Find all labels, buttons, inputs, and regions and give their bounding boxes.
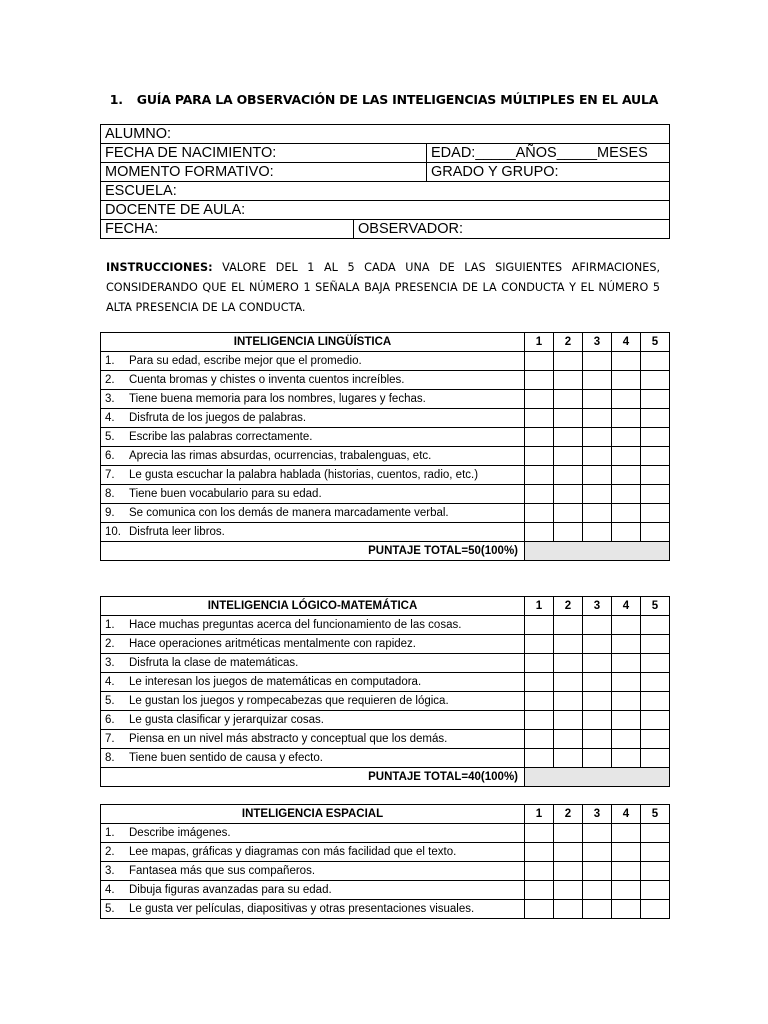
item-row xyxy=(101,523,670,542)
rating-cell[interactable] xyxy=(583,485,612,504)
rating-cell[interactable] xyxy=(554,371,583,390)
rating-cell[interactable] xyxy=(641,371,670,390)
rating-cell[interactable] xyxy=(554,749,583,768)
scale-header: 1 xyxy=(525,805,554,824)
item-row xyxy=(101,654,670,673)
rating-cell[interactable] xyxy=(641,616,670,635)
title-number: 1. xyxy=(109,92,123,107)
rating-cell[interactable] xyxy=(612,711,641,730)
item-statement xyxy=(101,371,525,390)
item-text: Lee mapas, gráficas y diagramas con más facilidad que el texto. xyxy=(129,845,457,858)
item-number: 4. xyxy=(105,411,115,424)
rating-cell[interactable] xyxy=(612,862,641,881)
rating-cell[interactable] xyxy=(554,466,583,485)
item-row xyxy=(101,711,670,730)
rating-cell[interactable] xyxy=(583,504,612,523)
rating-cell[interactable] xyxy=(612,390,641,409)
section-table xyxy=(100,596,670,787)
total-label: PUNTAJE TOTAL=50(100%) xyxy=(101,542,525,561)
item-text: Dibuja figuras avanzadas para su edad. xyxy=(129,883,332,896)
rating-cell[interactable] xyxy=(641,447,670,466)
rating-cell[interactable] xyxy=(583,862,612,881)
rating-cell[interactable] xyxy=(612,692,641,711)
rating-cell[interactable] xyxy=(641,673,670,692)
rating-cell[interactable] xyxy=(612,616,641,635)
rating-cell[interactable] xyxy=(554,862,583,881)
item-text: Tiene buen sentido de causa y efecto. xyxy=(129,751,323,764)
item-number: 2. xyxy=(105,637,115,650)
item-row xyxy=(101,428,670,447)
item-text: Aprecia las rimas absurdas, ocurrencias, trabalenguas, etc. xyxy=(129,449,432,462)
rating-cell[interactable] xyxy=(525,504,554,523)
item-statement xyxy=(101,711,525,730)
rating-cell[interactable] xyxy=(612,749,641,768)
rating-cell[interactable] xyxy=(554,485,583,504)
rating-cell[interactable] xyxy=(525,635,554,654)
item-statement xyxy=(101,881,525,900)
scale-header: 2 xyxy=(554,333,583,352)
rating-cell[interactable] xyxy=(583,881,612,900)
rating-cell[interactable] xyxy=(554,654,583,673)
item-text: Le gusta escuchar la palabra hablada (historias, cuentos, radio, etc.) xyxy=(129,468,479,481)
item-text: Para su edad, escribe mejor que el promedio. xyxy=(129,354,362,367)
instructions xyxy=(106,258,660,318)
rating-cell[interactable] xyxy=(554,447,583,466)
item-text: Tiene buena memoria para los nombres, lugares y fechas. xyxy=(129,392,426,405)
total-label: PUNTAJE TOTAL=40(100%) xyxy=(101,768,525,787)
observador-field[interactable]: OBSERVADOR: xyxy=(354,220,670,239)
rating-cell[interactable] xyxy=(525,428,554,447)
item-row xyxy=(101,730,670,749)
rating-cell[interactable] xyxy=(612,447,641,466)
item-number: 1. xyxy=(105,826,115,839)
rating-cell[interactable] xyxy=(525,900,554,919)
scale-header: 2 xyxy=(554,805,583,824)
rating-cell[interactable] xyxy=(641,824,670,843)
item-statement xyxy=(101,428,525,447)
section-title: INTELIGENCIA ESPACIAL xyxy=(101,805,525,824)
item-statement xyxy=(101,692,525,711)
rating-cell[interactable] xyxy=(583,654,612,673)
item-number: 7. xyxy=(105,732,115,745)
rating-cell[interactable] xyxy=(583,900,612,919)
alumno-field[interactable]: ALUMNO: xyxy=(101,125,670,144)
rating-cell[interactable] xyxy=(641,862,670,881)
rating-cell[interactable] xyxy=(554,352,583,371)
rating-cell[interactable] xyxy=(554,428,583,447)
rating-cell[interactable] xyxy=(583,692,612,711)
item-statement xyxy=(101,447,525,466)
item-row xyxy=(101,504,670,523)
item-text: Se comunica con los demás de manera marcadamente verbal. xyxy=(129,506,449,519)
item-number: 3. xyxy=(105,864,115,877)
item-text: Describe imágenes. xyxy=(129,826,231,839)
item-row xyxy=(101,466,670,485)
item-statement xyxy=(101,900,525,919)
grado-grupo-field[interactable]: GRADO Y GRUPO: xyxy=(427,163,670,182)
scale-header: 3 xyxy=(583,597,612,616)
scale-header: 4 xyxy=(612,333,641,352)
item-statement xyxy=(101,390,525,409)
item-number: 9. xyxy=(105,506,115,519)
rating-cell[interactable] xyxy=(641,730,670,749)
rating-cell[interactable] xyxy=(641,409,670,428)
rating-cell[interactable] xyxy=(554,900,583,919)
section-title: INTELIGENCIA LÓGICO-MATEMÁTICA xyxy=(101,597,525,616)
rating-cell[interactable] xyxy=(554,616,583,635)
rating-cell[interactable] xyxy=(583,730,612,749)
item-statement xyxy=(101,749,525,768)
rating-cell[interactable] xyxy=(525,447,554,466)
item-text: Le gustan los juegos y rompecabezas que requieren de lógica. xyxy=(129,694,449,707)
rating-cell[interactable] xyxy=(583,749,612,768)
item-statement xyxy=(101,616,525,635)
item-number: 2. xyxy=(105,373,115,386)
rating-cell[interactable] xyxy=(612,881,641,900)
scale-header: 2 xyxy=(554,597,583,616)
rating-cell[interactable] xyxy=(583,447,612,466)
item-text: Cuenta bromas y chistes o inventa cuentos increíbles. xyxy=(129,373,405,386)
item-number: 7. xyxy=(105,468,115,481)
escuela-field[interactable]: ESCUELA: xyxy=(101,182,670,201)
rating-cell[interactable] xyxy=(554,673,583,692)
rating-cell[interactable] xyxy=(641,692,670,711)
rating-cell[interactable] xyxy=(641,504,670,523)
rating-cell[interactable] xyxy=(612,466,641,485)
item-number: 8. xyxy=(105,751,115,764)
rating-cell[interactable] xyxy=(583,616,612,635)
rating-cell[interactable] xyxy=(612,654,641,673)
item-statement xyxy=(101,466,525,485)
item-row xyxy=(101,692,670,711)
item-statement xyxy=(101,654,525,673)
rating-cell[interactable] xyxy=(641,390,670,409)
section-title: INTELIGENCIA LINGÜÍSTICA xyxy=(101,333,525,352)
item-number: 1. xyxy=(105,354,115,367)
instructions-label: INSTRUCCIONES: xyxy=(106,261,213,274)
rating-cell[interactable] xyxy=(525,523,554,542)
item-statement xyxy=(101,409,525,428)
rating-cell[interactable] xyxy=(641,654,670,673)
rating-cell[interactable] xyxy=(554,824,583,843)
rating-cell[interactable] xyxy=(612,504,641,523)
rating-cell[interactable] xyxy=(612,428,641,447)
scale-header: 3 xyxy=(583,333,612,352)
docente-field[interactable]: DOCENTE DE AULA: xyxy=(101,201,670,220)
rating-cell[interactable] xyxy=(583,711,612,730)
scale-header: 1 xyxy=(525,333,554,352)
rating-cell[interactable] xyxy=(641,900,670,919)
scale-header: 5 xyxy=(641,597,670,616)
item-number: 5. xyxy=(105,694,115,707)
document-title xyxy=(0,92,768,107)
rating-cell[interactable] xyxy=(583,673,612,692)
section-table xyxy=(100,332,670,561)
item-text: Le gusta ver películas, diapositivas y otras presentaciones visuales. xyxy=(129,902,475,915)
rating-cell[interactable] xyxy=(583,409,612,428)
rating-cell[interactable] xyxy=(525,466,554,485)
item-statement xyxy=(101,843,525,862)
item-text: Piensa en un nivel más abstracto y conceptual que los demás. xyxy=(129,732,448,745)
rating-cell[interactable] xyxy=(554,730,583,749)
item-statement xyxy=(101,485,525,504)
rating-cell[interactable] xyxy=(525,749,554,768)
item-row xyxy=(101,843,670,862)
item-row xyxy=(101,390,670,409)
scale-header: 1 xyxy=(525,597,554,616)
rating-cell[interactable] xyxy=(583,466,612,485)
rating-cell[interactable] xyxy=(612,673,641,692)
rating-cell[interactable] xyxy=(641,711,670,730)
item-row xyxy=(101,352,670,371)
rating-cell[interactable] xyxy=(612,824,641,843)
rating-cell[interactable] xyxy=(525,409,554,428)
item-row xyxy=(101,447,670,466)
item-row xyxy=(101,824,670,843)
rating-cell[interactable] xyxy=(641,523,670,542)
item-text: Tiene buen vocabulario para su edad. xyxy=(129,487,322,500)
rating-cell[interactable] xyxy=(525,862,554,881)
rating-cell[interactable] xyxy=(525,881,554,900)
rating-cell[interactable] xyxy=(525,352,554,371)
item-number: 5. xyxy=(105,430,115,443)
rating-cell[interactable] xyxy=(554,843,583,862)
edad-field[interactable]: EDAD:_____AÑOS_____MESES xyxy=(427,144,670,163)
rating-cell[interactable] xyxy=(525,843,554,862)
rating-cell[interactable] xyxy=(554,504,583,523)
item-number: 2. xyxy=(105,845,115,858)
rating-cell[interactable] xyxy=(612,523,641,542)
rating-cell[interactable] xyxy=(641,485,670,504)
rating-cell[interactable] xyxy=(612,730,641,749)
item-text: Le interesan los juegos de matemáticas en computadora. xyxy=(129,675,422,688)
scale-header: 3 xyxy=(583,805,612,824)
item-row xyxy=(101,635,670,654)
scale-header: 4 xyxy=(612,597,641,616)
item-text: Escribe las palabras correctamente. xyxy=(129,430,313,443)
item-number: 6. xyxy=(105,713,115,726)
item-text: Hace muchas preguntas acerca del funcionamiento de las cosas. xyxy=(129,618,462,631)
rating-cell[interactable] xyxy=(583,523,612,542)
rating-cell[interactable] xyxy=(641,749,670,768)
item-row xyxy=(101,749,670,768)
rating-cell[interactable] xyxy=(612,485,641,504)
item-statement xyxy=(101,862,525,881)
item-row xyxy=(101,673,670,692)
item-row xyxy=(101,616,670,635)
item-text: Disfruta leer libros. xyxy=(129,525,225,538)
rating-cell[interactable] xyxy=(583,428,612,447)
item-number: 1. xyxy=(105,618,115,631)
rating-cell[interactable] xyxy=(583,352,612,371)
item-number: 10. xyxy=(105,525,121,538)
rating-cell[interactable] xyxy=(525,692,554,711)
scale-header: 5 xyxy=(641,805,670,824)
rating-cell[interactable] xyxy=(641,635,670,654)
item-text: Le gusta clasificar y jerarquizar cosas. xyxy=(129,713,324,726)
rating-cell[interactable] xyxy=(641,352,670,371)
rating-cell[interactable] xyxy=(612,371,641,390)
item-number: 5. xyxy=(105,902,115,915)
item-row xyxy=(101,881,670,900)
rating-cell[interactable] xyxy=(525,824,554,843)
rating-cell[interactable] xyxy=(554,390,583,409)
rating-cell[interactable] xyxy=(612,843,641,862)
item-statement xyxy=(101,504,525,523)
rating-cell[interactable] xyxy=(554,881,583,900)
rating-cell[interactable] xyxy=(612,409,641,428)
rating-cell[interactable] xyxy=(525,711,554,730)
rating-cell[interactable] xyxy=(641,428,670,447)
item-row xyxy=(101,485,670,504)
rating-cell[interactable] xyxy=(554,635,583,654)
item-text: Fantasea más que sus compañeros. xyxy=(129,864,316,877)
item-row xyxy=(101,900,670,919)
rating-cell[interactable] xyxy=(583,843,612,862)
rating-cell[interactable] xyxy=(641,466,670,485)
item-number: 3. xyxy=(105,392,115,405)
rating-cell[interactable] xyxy=(525,371,554,390)
rating-cell[interactable] xyxy=(583,824,612,843)
rating-cell[interactable] xyxy=(554,409,583,428)
fecha-field[interactable]: FECHA: xyxy=(101,220,354,239)
rating-cell[interactable] xyxy=(525,654,554,673)
instructions-text: VALORE DEL 1 AL 5 CADA UNA DE LAS SIGUIENTES AFIRMACIONES, CONSIDERANDO QUE EL NÚMERO 1 SEÑALA BAJA PRESENCIA DE LA CONDUCTA Y EL NÚMERO 5 ALTA PRESENCIA DE LA CONDUCTA. xyxy=(106,261,660,314)
item-number: 4. xyxy=(105,883,115,896)
item-statement xyxy=(101,523,525,542)
rating-cell[interactable] xyxy=(612,900,641,919)
rating-cell[interactable] xyxy=(583,371,612,390)
rating-cell[interactable] xyxy=(525,673,554,692)
item-statement xyxy=(101,824,525,843)
item-row xyxy=(101,409,670,428)
item-statement xyxy=(101,352,525,371)
rating-cell[interactable] xyxy=(525,390,554,409)
item-statement xyxy=(101,635,525,654)
momento-formativo-field[interactable]: MOMENTO FORMATIVO: xyxy=(101,163,427,182)
rating-cell[interactable] xyxy=(525,730,554,749)
total-score-cell[interactable] xyxy=(525,768,670,787)
fecha-nacimiento-field[interactable]: FECHA DE NACIMIENTO: xyxy=(101,144,427,163)
item-text: Hace operaciones aritméticas mentalmente con rapidez. xyxy=(129,637,417,650)
item-statement xyxy=(101,673,525,692)
rating-cell[interactable] xyxy=(554,692,583,711)
student-info-table xyxy=(100,124,670,239)
scale-header: 5 xyxy=(641,333,670,352)
section-table xyxy=(100,804,670,919)
rating-cell[interactable] xyxy=(554,711,583,730)
rating-cell[interactable] xyxy=(554,523,583,542)
scale-header: 4 xyxy=(612,805,641,824)
rating-cell[interactable] xyxy=(612,635,641,654)
item-number: 6. xyxy=(105,449,115,462)
rating-cell[interactable] xyxy=(641,843,670,862)
title-text: GUÍA PARA LA OBSERVACIÓN DE LAS INTELIGENCIAS MÚLTIPLES EN EL AULA xyxy=(136,92,659,107)
item-row xyxy=(101,862,670,881)
rating-cell[interactable] xyxy=(583,390,612,409)
item-statement xyxy=(101,730,525,749)
item-row xyxy=(101,371,670,390)
item-number: 3. xyxy=(105,656,115,669)
rating-cell[interactable] xyxy=(641,881,670,900)
item-number: 4. xyxy=(105,675,115,688)
total-score-cell[interactable] xyxy=(525,542,670,561)
rating-cell[interactable] xyxy=(612,352,641,371)
item-text: Disfruta de los juegos de palabras. xyxy=(129,411,307,424)
rating-cell[interactable] xyxy=(525,616,554,635)
rating-cell[interactable] xyxy=(583,635,612,654)
item-text: Disfruta la clase de matemáticas. xyxy=(129,656,299,669)
item-number: 8. xyxy=(105,487,115,500)
rating-cell[interactable] xyxy=(525,485,554,504)
